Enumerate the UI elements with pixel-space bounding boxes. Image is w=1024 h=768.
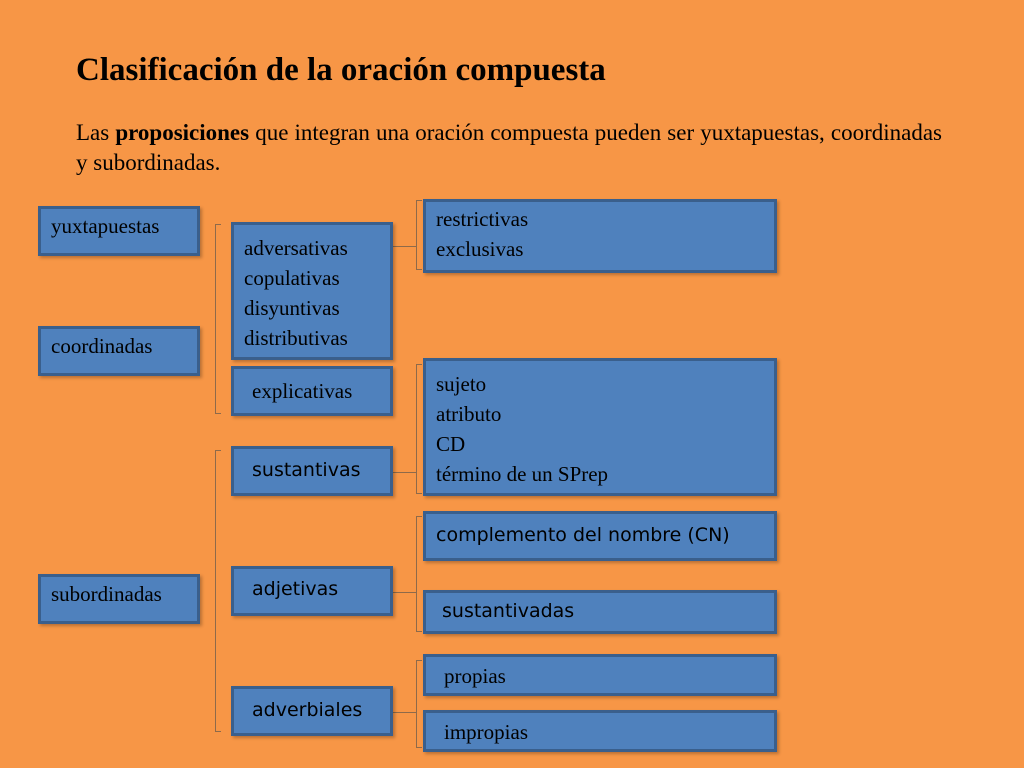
label-yuxtapuestas: yuxtapuestas: [51, 214, 160, 238]
bracket-adverbiales: [416, 660, 422, 748]
box-subordinadas: [38, 574, 200, 624]
slide-title: Clasificación de la oración compuesta: [76, 52, 606, 88]
label-complemento-nombre: complemento del nombre (CN): [436, 524, 730, 546]
intro-text-after: que integran una oración compuesta pueden ser yuxtapuestas, coordinadas y subordinadas.: [76, 120, 942, 175]
box-explicativas: [231, 366, 393, 416]
label-restrictivas: restrictivas: [436, 207, 529, 231]
label-impropias: impropias: [444, 720, 528, 744]
box-adverbiales: [231, 686, 393, 736]
label-sustantivas: sustantivas: [252, 459, 361, 481]
label-cd: CD: [436, 432, 466, 456]
box-adversativas-group: [231, 222, 393, 360]
label-exclusivas: exclusivas: [436, 237, 524, 261]
box-coordinadas: [38, 326, 200, 376]
label-distributivas: distributivas: [244, 326, 348, 350]
box-sustantivas: [231, 446, 393, 496]
box-adjetivas: [231, 566, 393, 616]
connector-sustantivas: [392, 472, 416, 473]
bracket-sustantivas: [416, 364, 422, 494]
bracket-coordinadas: [215, 224, 221, 414]
box-adversativas-types: [423, 199, 777, 273]
label-disyuntivas: disyuntivas: [244, 296, 340, 320]
label-propias: propias: [444, 664, 506, 688]
label-adversativas: adversativas: [244, 236, 348, 260]
bracket-adversativas: [416, 200, 422, 270]
label-termino-sprep: término de un SPrep: [436, 462, 609, 486]
intro-bold-term: proposiciones: [115, 120, 250, 145]
box-impropias: [423, 710, 777, 752]
label-adverbiales: adverbiales: [252, 699, 363, 721]
label-subordinadas: subordinadas: [51, 582, 162, 606]
connector-adversativas: [392, 246, 416, 247]
box-yuxtapuestas: [38, 206, 200, 256]
box-sustantivas-functions: [423, 358, 777, 496]
label-coordinadas: coordinadas: [51, 334, 153, 358]
bracket-subordinadas: [215, 450, 221, 732]
label-sujeto: sujeto: [436, 372, 487, 396]
connector-adjetivas: [392, 592, 416, 593]
box-sustantivadas: [423, 590, 777, 634]
label-adjetivas: adjetivas: [252, 578, 339, 600]
label-atributo: atributo: [436, 402, 502, 426]
label-sustantivadas: sustantivadas: [442, 600, 575, 622]
label-explicativas: explicativas: [252, 379, 353, 403]
box-complemento-nombre: [423, 511, 777, 561]
box-propias: [423, 654, 777, 696]
label-copulativas: copulativas: [244, 266, 340, 290]
intro-text-before: Las: [76, 120, 116, 145]
connector-adverbiales: [392, 712, 416, 713]
bracket-adjetivas: [416, 516, 422, 632]
intro-paragraph: [76, 118, 942, 178]
